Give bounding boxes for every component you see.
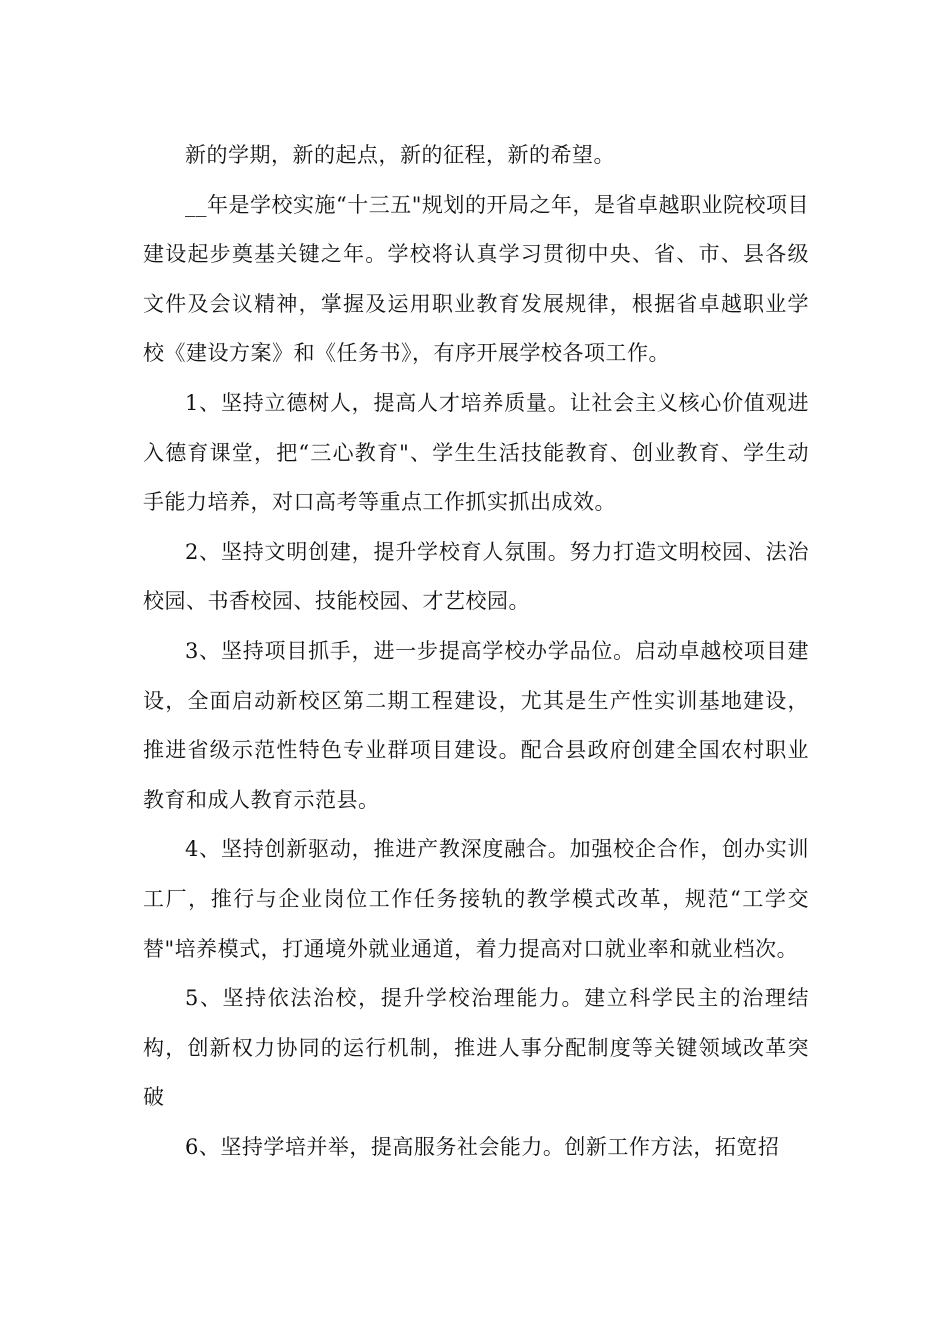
document-body xyxy=(143,131,809,1172)
paragraph-item-3: 3、坚持项目抓手，进一步提高学校办学品位。启动卓越校项目建设，全面启动新校区第二期工程建设，尤其是生产性实训基地建设，推进省级示范性特色专业群项目建设。配合县政府创建全国农村职业教育和成人教育示范县。 xyxy=(143,638,809,812)
paragraph-overview: __年是学校实施“十三五"规划的开局之年，是省卓越职业院校项目建设起步奠基关键之年。学校将认真学习贯彻中央、省、市、县各级文件及会议精神，掌握及运用职业教育发展规律，根据省卓越职业学校《建设方案》和《任务书》，有序开展学校各项工作。 xyxy=(143,192,809,366)
paragraph-item-6: 6、坚持学培并举，提高服务社会能力。创新工作方法，拓宽招 xyxy=(185,1134,780,1159)
paragraph-item-2: 2、坚持文明创建，提升学校育人氛围。努力打造文明校园、法治校园、书香校园、技能校园、才艺校园。 xyxy=(143,539,809,614)
paragraph-item-1: 1、坚持立德树人，提高人才培养质量。让社会主义核心价值观进入德育课堂，把“三心教育"、学生生活技能教育、创业教育、学生动手能力培养，对口高考等重点工作抓实抓出成效。 xyxy=(143,390,809,515)
paragraph-item-5: 5、坚持依法治校，提升学校治理能力。建立科学民主的治理结构，创新权力协同的运行机制，推进人事分配制度等关键领域改革突破 xyxy=(143,986,809,1110)
paragraph-intro: 新的学期，新的起点，新的征程，新的希望。 xyxy=(185,143,615,167)
paragraph-item-4: 4、坚持创新驱动，推进产教深度融合。加强校企合作，创办实训工厂，推行与企业岗位工作任务接轨的教学模式改革，规范“工学交替"培养模式，打通境外就业通道，着力提高对口就业率和就业档次。 xyxy=(143,837,809,961)
